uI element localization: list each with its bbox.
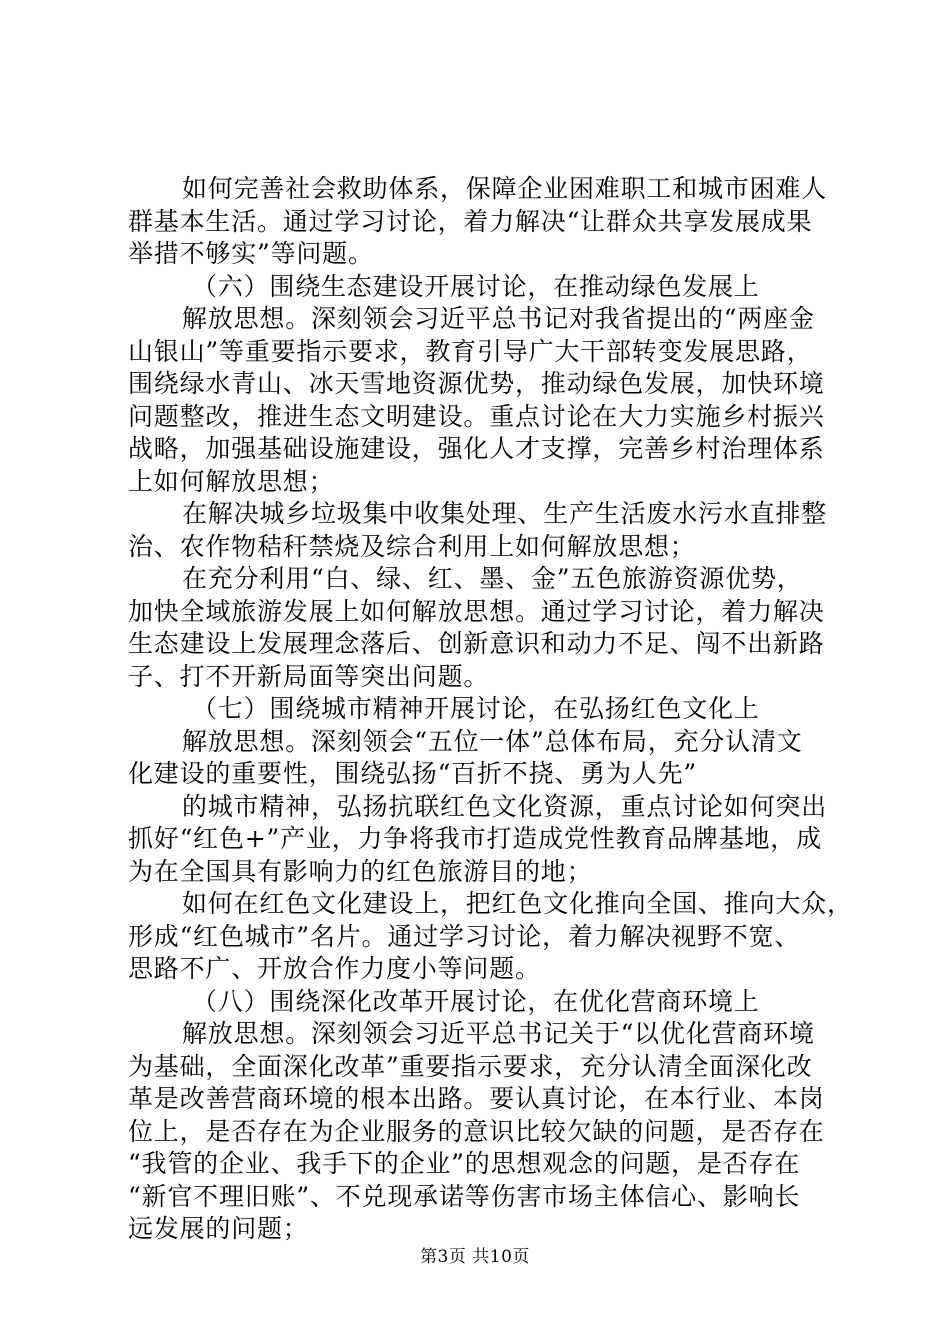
text-line: 位上，是否存在为企业服务的意识比较欠缺的问题，是否存在: [128, 1116, 825, 1146]
text-line: 革是改善营商环境的根本出路。要认真讨论，在本行业、本岗: [128, 1084, 825, 1113]
text-line: “我管的企业、我手下的企业”的思想观念的问题，是否存在: [128, 1149, 801, 1178]
page-number-footer: 第3页 共10页: [420, 1247, 530, 1267]
text-line: 子、打不开新局面等突出问题。: [128, 661, 490, 691]
text-line: 的城市精神，弘扬抗联红色文化资源，重点讨论如何突出: [182, 791, 828, 821]
text-line: 战略，加强基础设施建设，强化人才支撑，完善乡村治理体系: [128, 434, 825, 463]
text-line: 解放思想。深刻领会习近平总书记关于“以优化营商环境: [182, 1019, 815, 1048]
section-heading: （七）围绕城市精神开展讨论，在弘扬红色文化上: [192, 694, 760, 723]
document-body: [128, 173, 853, 1246]
text-line: 思路不广、开放合作力度小等问题。: [128, 954, 541, 983]
text-line: 加快全域旅游发展上如何解放思想。通过学习讨论，着力解决: [128, 596, 825, 626]
text-line: 如何在红色文化建设上，把红色文化推向全国、推向大众，: [182, 889, 853, 918]
text-line: 在充分利用“白、绿、红、墨、金”五色旅游资源优势，: [182, 564, 803, 593]
text-line: 上如何解放思想；: [128, 466, 335, 496]
text-line: “新官不理旧账”、不兑现承诺等伤害市场主体信心、影响长: [128, 1181, 801, 1211]
text-line: 围绕绿水青山、冰天雪地资源优势，推动绿色发展，加快环境: [128, 369, 825, 398]
text-line: 如何完善社会救助体系，保障企业困难职工和城市困难人: [182, 174, 828, 203]
text-line: 形成“红色城市”名片。通过学习讨论，着力解决视野不宽、: [128, 921, 801, 951]
text-line: 解放思想。深刻领会习近平总书记对我省提出的“两座金: [182, 304, 815, 333]
text-line: 抓好“红色+”产业，力争将我市打造成党性教育品牌基地，成: [128, 824, 822, 853]
text-line: 化建设的重要性，围绕弘扬“百折不挠、勇为人先”: [128, 759, 697, 788]
text-line: 山银山”等重要指示要求，教育引导广大干部转变发展思路，: [128, 336, 813, 366]
text-line: 举措不够实”等问题。: [128, 239, 374, 268]
text-line: 为在全国具有影响力的红色旅游目的地；: [128, 856, 593, 886]
text-line: 群基本生活。通过学习讨论，着力解决“让群众共享发展成果: [128, 206, 813, 236]
text-line: 远发展的问题；: [128, 1214, 309, 1243]
text-line: 问题整改，推进生态文明建设。重点讨论在大力实施乡村振兴: [128, 401, 825, 431]
section-heading: （八）围绕深化改革开展讨论，在优化营商环境上: [192, 986, 760, 1016]
text-line: 治、农作物秸秆禁烧及综合利用上如何解放思想；: [128, 531, 696, 561]
text-line: 在解决城乡垃圾集中收集处理、生产生活废水污水直排整: [182, 499, 828, 528]
text-line: 解放思想。深刻领会“五位一体”总体布局，充分认清文: [182, 726, 803, 756]
text-line: 生态建设上发展理念落后、创新意识和动力不足、闯不出新路: [128, 629, 825, 658]
text-line: 为基础，全面深化改革”重要指示要求，充分认清全面深化改: [128, 1051, 813, 1081]
section-heading: （六）围绕生态建设开展讨论，在推动绿色发展上: [192, 271, 760, 301]
